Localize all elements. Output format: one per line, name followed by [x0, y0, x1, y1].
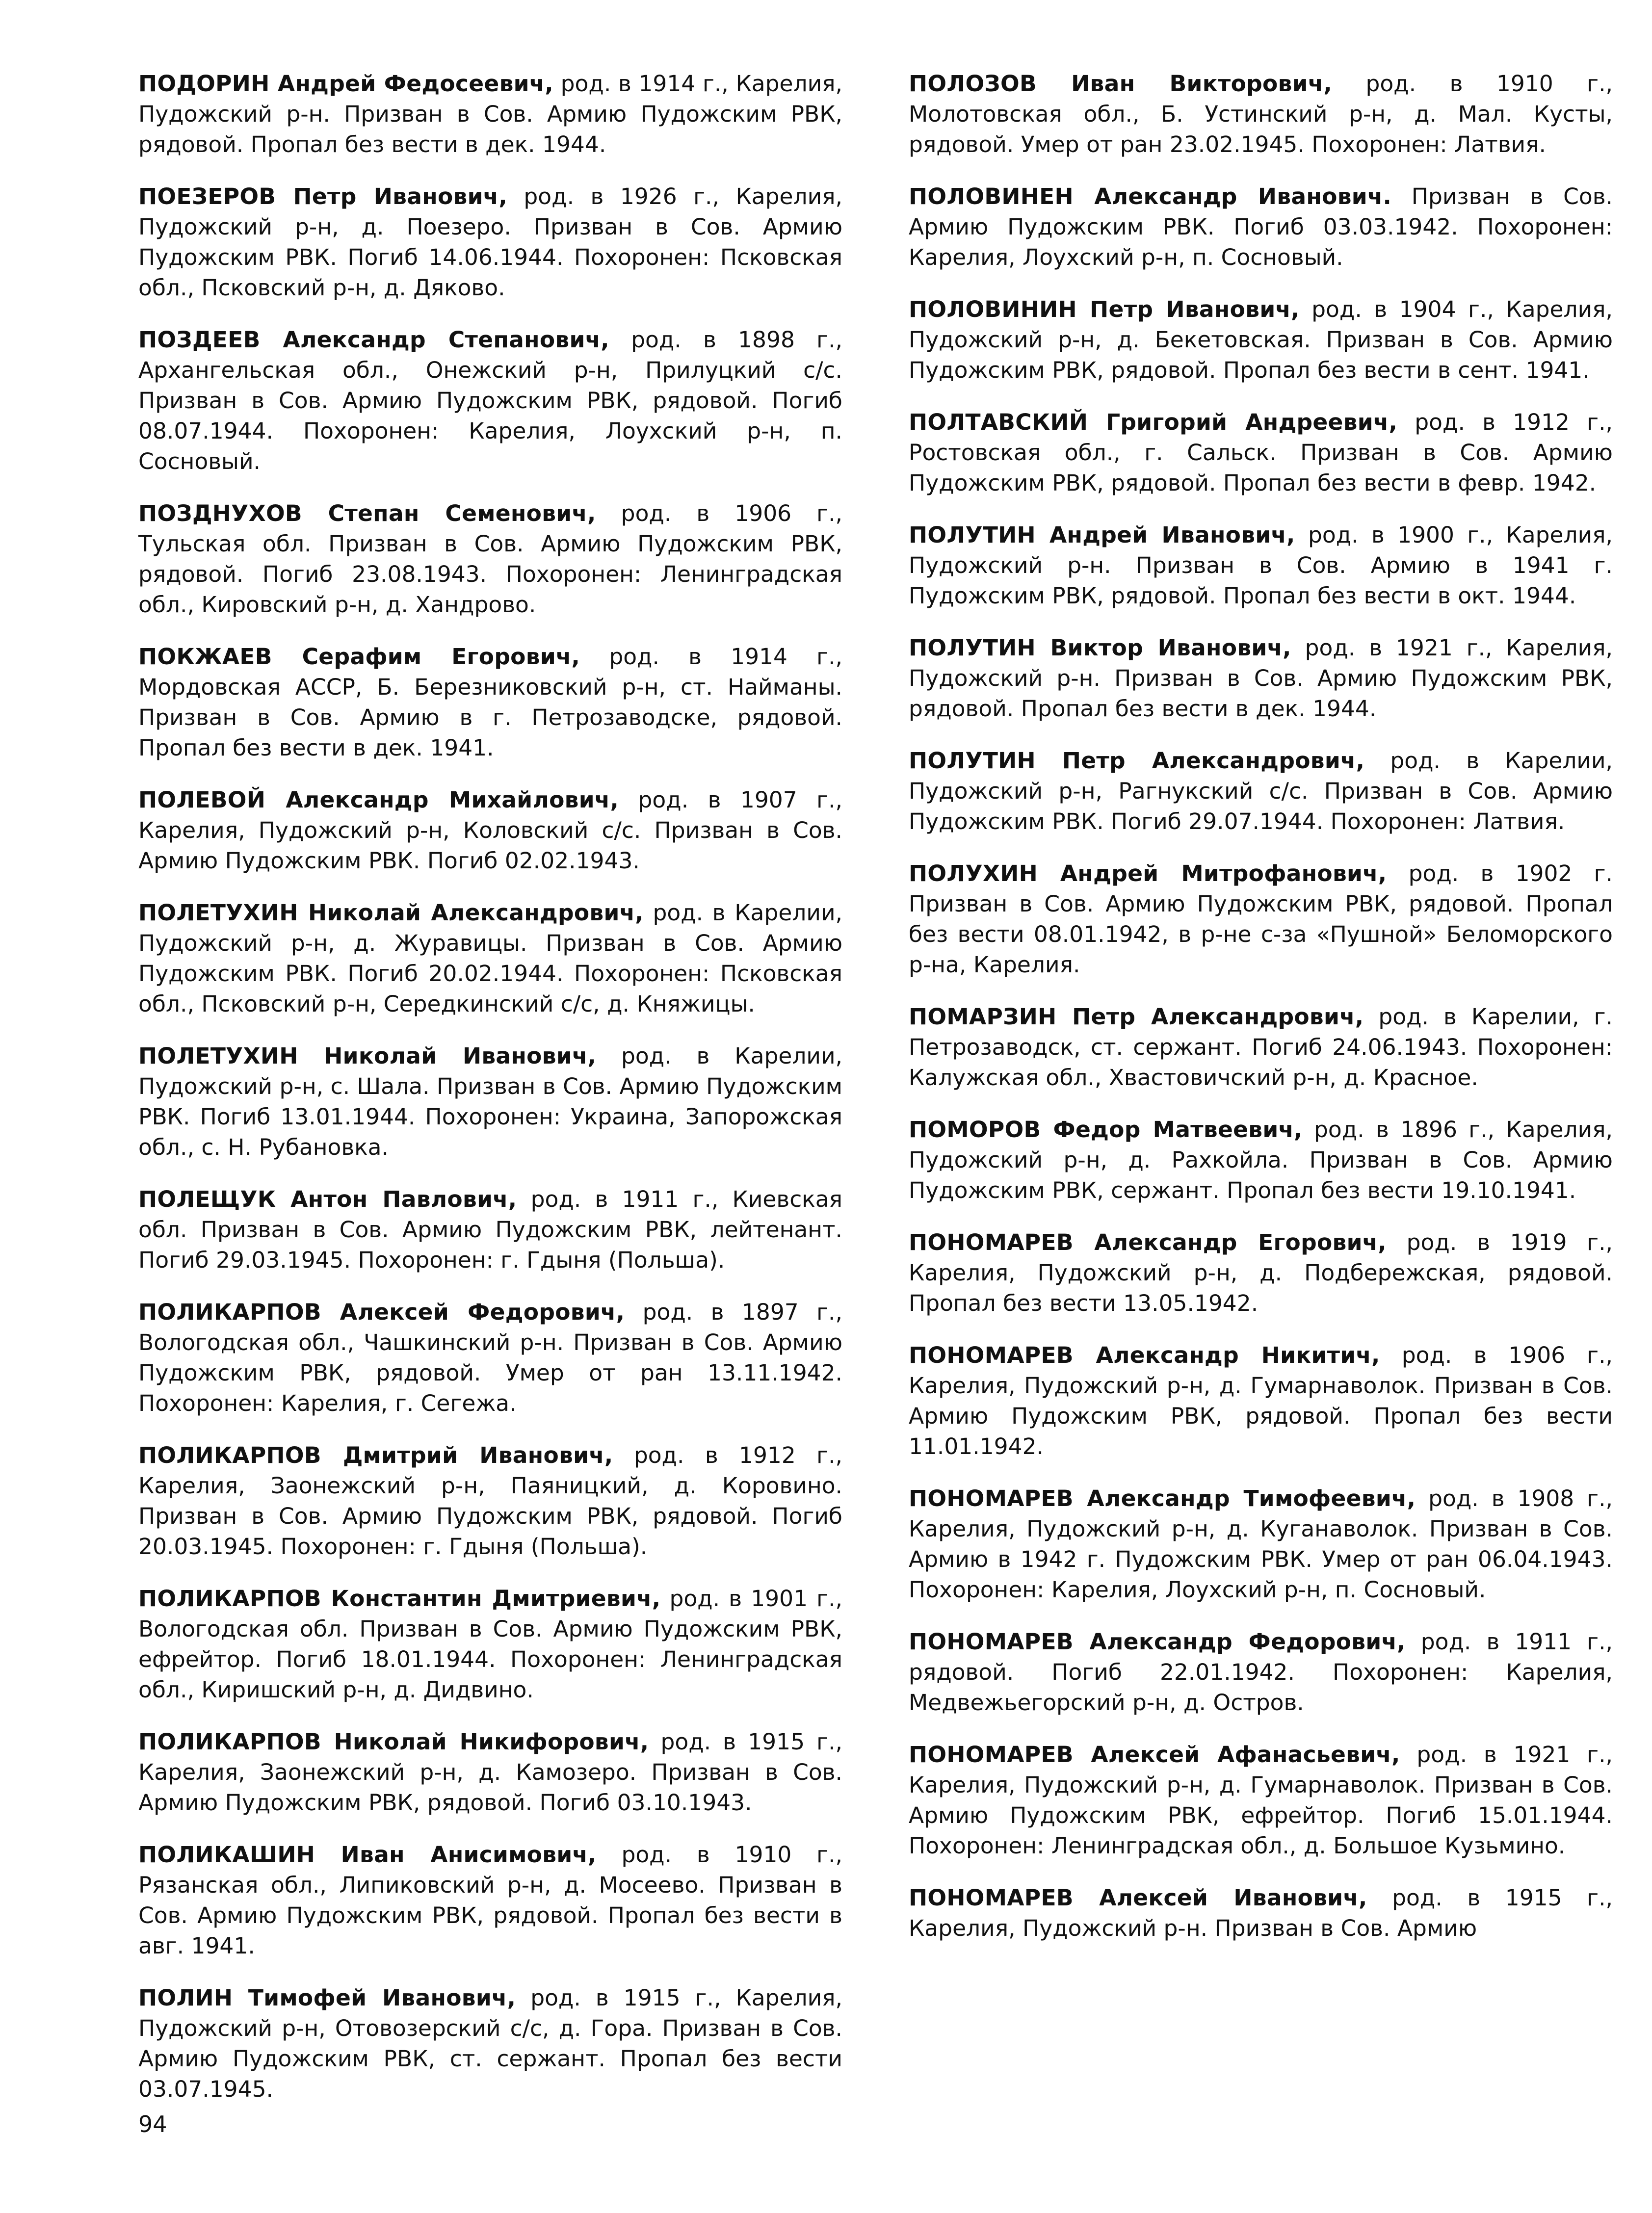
biography-entry — [138, 1184, 842, 1276]
person-name: ПОМОРОВ Федор Матвеевич, — [909, 1117, 1303, 1143]
person-name: ПОЛУТИН Петр Александрович, — [909, 748, 1365, 774]
person-details: род. в 1910 г., Молотовская обл., Б. Устинский р-н, д. Мал. Кусты, рядовой. Умер от ран 23.02.1945. Похоронен: Латвия. — [909, 71, 1613, 157]
person-name: ПОЛЕЩУК Антон Павлович, — [138, 1186, 517, 1212]
biography-entry — [909, 520, 1613, 611]
biography-entry — [909, 746, 1613, 837]
biography-entry — [138, 1297, 842, 1419]
biography-entry — [138, 1983, 842, 2105]
person-details: род. в 1911 г., Киевская обл. Призван в Сов. Армию Пудожским РВК, лейтенант. Погиб 29.03.1945. Похоронен: г. Гдыня (Польша). — [138, 1186, 842, 1273]
person-details: род. в 1921 г., Карелия, Пудожский р-н. Призван в Сов. Армию Пудожским РВК, рядовой. Пропал без вести в дек. 1944. — [909, 635, 1613, 722]
person-details: род. в 1915 г., Карелия, Пудожский р-н. Призван в Сов. Армию — [909, 1885, 1613, 1941]
person-name: ПОКЖАЕВ Серафим Егорович, — [138, 644, 580, 670]
biography-entry — [138, 69, 842, 160]
person-details: род. в 1906 г., Тульская обл. Призван в Сов. Армию Пудожским РВК, рядовой. Погиб 23.08.1943. Похоронен: Ленинградская обл., Кировский р-н, д. Хандрово. — [138, 500, 842, 618]
person-details: род. в 1907 г., Карелия, Пудожский р-н, Коловский с/с. Призван в Сов. Армию Пудожским РВК. Погиб 02.02.1943. — [138, 787, 843, 874]
person-name: ПОНОМАРЕВ Александр Федорович, — [909, 1629, 1406, 1655]
person-details: род. в 1898 г., Архангельская обл., Онежский р-н, Прилуцкий с/с. Призван в Сов. Армию Пудожским РВК, рядовой. Погиб 08.07.1944. Похоронен: Карелия, Лоухский р-н, п. Сосновый. — [138, 327, 843, 474]
person-details: род. в 1919 г., Карелия, Пудожский р-н, д. Подбережская, рядовой. Пропал без вести 13.05.1942. — [909, 1229, 1613, 1316]
biography-entry — [138, 325, 842, 477]
person-name: ПОЛОВИНИН Петр Иванович, — [909, 296, 1300, 322]
person-details: род. в Карелии, Пудожский р-н, с. Шала. Призван в Сов. Армию Пудожским РВК. Погиб 13.01.1944. Похоронен: Украина, Запорожская обл., с. Н. Рубановка. — [138, 1043, 843, 1160]
biography-entry — [909, 1883, 1613, 1944]
biography-entry — [909, 1115, 1613, 1206]
left-column — [138, 69, 842, 2126]
person-name: ПОЛУХИН Андрей Митрофанович, — [909, 860, 1387, 886]
person-details: род. в 1915 г., Карелия, Пудожский р-н, Отовозерский с/с, д. Гора. Призван в Сов. Армию Пудожским РВК, ст. сержант. Пропал без вести 03.07.1945. — [138, 1985, 842, 2102]
person-details: род. в 1921 г., Карелия, Пудожский р-н, д. Гумарнаволок. Призван в Сов. Армию Пудожским РВК, ефрейтор. Погиб 15.01.1944. Похоронен: Ленинградская обл., д. Большое Кузьмино. — [909, 1742, 1613, 1859]
person-name: ПОЛИКАРПОВ Николай Никифорович, — [138, 1729, 649, 1755]
person-name: ПОЛИН Тимофей Иванович, — [138, 1985, 516, 2011]
biography-entry — [138, 785, 842, 876]
person-details: род. в Карелии, Пудожский р-н, Рагнукский с/с. Призван в Сов. Армию Пудожским РВК. Погиб 29.07.1944. Похоронен: Латвия. — [909, 748, 1613, 834]
person-details: род. в 1896 г., Карелия, Пудожский р-н, д. Рахкойла. Призван в Сов. Армию Пудожским РВК, сержант. Пропал без вести 19.10.1941. — [909, 1117, 1613, 1203]
biography-entry — [138, 1840, 842, 1961]
person-name: ПОЛИКАРПОВ Дмитрий Иванович, — [138, 1442, 613, 1468]
person-name: ПОМАРЗИН Петр Александрович, — [909, 1004, 1364, 1030]
biography-entry — [909, 1627, 1613, 1718]
biography-entry — [909, 1740, 1613, 1861]
person-details: род. в 1926 г., Карелия, Пудожский р-н, д. Поезеро. Призван в Сов. Армию Пудожским РВК. Погиб 14.06.1944. Похоронен: Псковская обл., Псковский р-н, д. Дяково. — [138, 183, 842, 301]
person-details: род. в 1900 г., Карелия, Пудожский р-н. Призван в Сов. Армию в 1941 г. Пудожским РВК, рядовой. Пропал без вести в окт. 1944. — [909, 522, 1613, 609]
person-name: ПОЗДЕЕВ Александр Степанович, — [138, 327, 609, 353]
person-details: род. в 1910 г., Рязанская обл., Липиковский р-н, д. Мосеево. Призван в Сов. Армию Пудожским РВК, рядовой. Пропал без вести в авг. 1941. — [138, 1842, 842, 1959]
biography-entry — [909, 1002, 1613, 1093]
person-name: ПОЛИКАРПОВ Алексей Федорович, — [138, 1299, 625, 1325]
person-name: ПОНОМАРЕВ Александр Тимофеевич, — [909, 1485, 1416, 1511]
biography-entry — [909, 1484, 1613, 1605]
biography-entry — [138, 1584, 842, 1705]
biography-entry — [909, 294, 1613, 386]
biography-entry — [909, 859, 1613, 980]
person-details: род. в 1906 г., Карелия, Пудожский р-н, д. Гумарнаволок. Призван в Сов. Армию Пудожским РВК, рядовой. Пропал без вести 11.01.1942. — [909, 1342, 1613, 1459]
right-column — [909, 69, 1613, 1965]
person-name: ПОНОМАРЕВ Александр Егорович, — [909, 1229, 1387, 1255]
person-name: ПОЛОЗОВ Иван Викторович, — [909, 71, 1332, 97]
person-details: род. в 1914 г., Мордовская АССР, Б. Березниковский р-н, ст. Найманы. Призван в Сов. Армию в г. Петрозаводске, рядовой. Пропал без вести в дек. 1941. — [138, 644, 842, 761]
person-name: ПОЛЕТУХИН Николай Иванович, — [138, 1043, 597, 1069]
person-name: ПОЛИКАРПОВ Константин Дмитриевич, — [138, 1586, 661, 1612]
person-details: род. в Карелии, г. Петрозаводск, ст. сержант. Погиб 24.06.1943. Похоронен: Калужская обл., Хвастовичский р-н, д. Красное. — [909, 1004, 1613, 1091]
person-details: род. в 1908 г., Карелия, Пудожский р-н, д. Куганаволок. Призван в Сов. Армию в 1942 г. Пудожским РВК. Умер от ран 06.04.1943. Похоронен: Карелия, Лоухский р-н, п. Сосновый. — [909, 1485, 1613, 1603]
person-details: род. в 1912 г., Карелия, Заонежский р-н, Паяницкий, д. Коровино. Призван в Сов. Армию Пудожским РВК, рядовой. Погиб 20.03.1945. Похоронен: г. Гдыня (Польша). — [138, 1442, 842, 1560]
biography-entry — [138, 1041, 842, 1163]
person-name: ПОЛЕТУХИН Николай Александрович, — [138, 900, 644, 926]
biography-entry — [138, 1440, 842, 1562]
biography-entry — [138, 642, 842, 763]
person-details: род. в 1911 г., рядовой. Погиб 22.01.1942. Похоронен: Карелия, Медвежьегорский р-н, д. Остров. — [909, 1629, 1613, 1716]
person-name: ПОЛУТИН Андрей Иванович, — [909, 522, 1295, 548]
person-name: ПОНОМАРЕВ Алексей Иванович, — [909, 1885, 1367, 1911]
person-name: ПОЛЕВОЙ Александр Михайлович, — [138, 787, 619, 813]
person-details: род. в 1897 г., Вологодская обл., Чашкинский р-н. Призван в Сов. Армию Пудожским РВК, рядовой. Умер от ран 13.11.1942. Похоронен: Карелия, г. Сегежа. — [138, 1299, 842, 1416]
biography-entry — [138, 182, 842, 303]
person-details: род. в 1904 г., Карелия, Пудожский р-н, д. Бекетовская. Призван в Сов. Армию Пудожским РВК, рядовой. Пропал без вести в сент. 1941. — [909, 296, 1613, 383]
person-name: ПОЛТАВСКИЙ Григорий Андреевич, — [909, 409, 1398, 435]
biography-entry — [909, 69, 1613, 160]
person-name: ПОЛОВИНЕН Александр Иванович. — [909, 183, 1392, 209]
person-details: род. в 1901 г., Вологодская обл. Призван в Сов. Армию Пудожским РВК, ефрейтор. Погиб 18.01.1944. Похоронен: Ленинградская обл., Киришский р-н, д. Дидвино. — [138, 1586, 842, 1703]
person-name: ПОДОРИН Андрей Федосеевич, — [138, 71, 553, 97]
person-details: род. в 1915 г., Карелия, Заонежский р-н, д. Камозеро. Призван в Сов. Армию Пудожским РВК, рядовой. Погиб 03.10.1943. — [138, 1729, 843, 1816]
person-name: ПОЗДНУХОВ Степан Семенович, — [138, 500, 596, 526]
biography-entry — [909, 1340, 1613, 1462]
page-number: 94 — [138, 2111, 167, 2137]
person-details: род. в Карелии, Пудожский р-н, д. Журавицы. Призван в Сов. Армию Пудожским РВК. Погиб 20.02.1944. Похоронен: Псковская обл., Псковский р-н, Середкинский с/с, д. Княжицы. — [138, 900, 842, 1017]
person-details: род. в 1914 г., Карелия, Пудожский р-н. Призван в Сов. Армию Пудожским РВК, рядовой. Пропал без вести в дек. 1944. — [138, 71, 842, 157]
person-name: ПОЕЗЕРОВ Петр Иванович, — [138, 183, 507, 209]
biography-entry — [138, 898, 842, 1019]
person-details: род. в 1902 г. Призван в Сов. Армию Пудожским РВК, рядовой. Пропал без вести 08.01.1942, в р-не с-за «Пушной» Беломорского р-на, Карелия. — [909, 860, 1613, 978]
biography-entry — [909, 182, 1613, 273]
biography-entry — [909, 1227, 1613, 1319]
biography-entry — [138, 1727, 842, 1818]
person-name: ПОНОМАРЕВ Александр Никитич, — [909, 1342, 1380, 1368]
person-name: ПОНОМАРЕВ Алексей Афанасьевич, — [909, 1742, 1400, 1768]
person-details: род. в 1912 г., Ростовская обл., г. Сальск. Призван в Сов. Армию Пудожским РВК, рядовой. Пропал без вести в февр. 1942. — [909, 409, 1613, 496]
biography-entry — [909, 633, 1613, 724]
person-name: ПОЛУТИН Виктор Иванович, — [909, 635, 1291, 661]
biography-entry — [909, 407, 1613, 498]
biography-entry — [138, 498, 842, 620]
person-name: ПОЛИКАШИН Иван Анисимович, — [138, 1842, 597, 1868]
person-details: Призван в Сов. Армию Пудожским РВК. Погиб 03.03.1942. Похоронен: Карелия, Лоухский р-н, п. Сосновый. — [909, 183, 1613, 270]
